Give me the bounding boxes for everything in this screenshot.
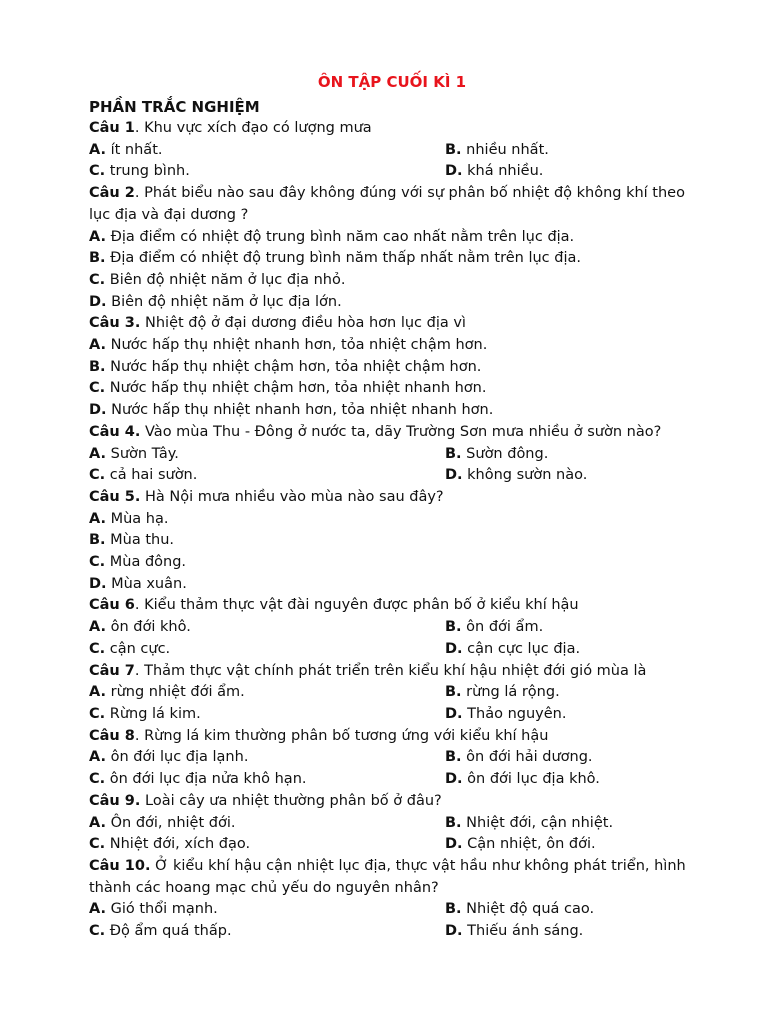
option-row [89, 465, 709, 487]
option-line [89, 357, 709, 379]
option-key: D. [445, 640, 463, 657]
option-text: ôn đới ẩm. [466, 619, 544, 636]
question-text: Thảm thực vật chính phát triển trên kiểu khí hậu nhiệt đới gió mùa là [144, 662, 647, 679]
answer-option[interactable] [445, 834, 596, 856]
option-row [89, 682, 709, 704]
question-number: Câu 8 [89, 727, 135, 744]
section-heading: PHẦN TRẮC NGHIỆM [89, 98, 260, 116]
option-key: A. [89, 141, 106, 158]
answer-option[interactable] [89, 140, 445, 162]
option-text: Nhiệt đới, cận nhiệt. [466, 814, 614, 831]
option-line [89, 248, 709, 270]
option-text: ôn đới lục địa lạnh. [110, 749, 249, 766]
option-key: D. [89, 575, 107, 592]
option-text: trung bình. [109, 163, 190, 180]
option-text: Gió thổi mạnh. [110, 901, 218, 918]
answer-option[interactable] [445, 921, 583, 943]
question-list [89, 118, 709, 943]
option-key: A. [89, 510, 106, 527]
option-line [89, 530, 709, 552]
answer-option[interactable] [445, 140, 549, 162]
question-stem: Câu 2. Phát biểu nào sau đây không đúng với sự phân bố nhiệt độ không khí theo lục địa và đại dương ? [89, 185, 685, 223]
question-number: Câu 7 [89, 662, 135, 679]
option-text: Độ ẩm quá thấp. [109, 923, 232, 940]
option-key: A. [89, 445, 106, 462]
question-text: Kiểu thảm thực vật đài nguyên được phân bố ở kiểu khí hậu [144, 597, 579, 614]
option-text: Nước hấp thụ nhiệt nhanh hơn, tỏa nhiệt nhanh hơn. [111, 402, 494, 419]
question-stem: Câu 7. Thảm thực vật chính phát triển trên kiểu khí hậu nhiệt đới gió mùa là [89, 662, 647, 679]
option-key: D. [89, 402, 107, 419]
question-number: Câu 3. [89, 315, 141, 332]
answer-option[interactable] [89, 554, 186, 570]
answer-option[interactable] [445, 444, 548, 466]
answer-option[interactable] [89, 402, 493, 418]
option-key: A. [89, 337, 106, 354]
option-text: ôn đới hải dương. [466, 749, 593, 766]
answer-option[interactable] [445, 747, 593, 769]
question-stem [89, 313, 709, 335]
option-key: D. [445, 705, 463, 722]
answer-option[interactable] [89, 704, 445, 726]
question-1 [89, 118, 709, 183]
question-text: Nhiệt độ ở đại dương điều hòa hơn lục địa vì [145, 315, 466, 332]
option-text: Nhiệt độ quá cao. [466, 901, 595, 918]
option-key: B. [445, 684, 462, 701]
option-row [89, 899, 709, 921]
option-row [89, 813, 709, 835]
option-text: ôn đới lục địa nửa khô hạn. [109, 771, 307, 788]
option-text: khá nhiều. [467, 163, 544, 180]
question-text: Phát biểu nào sau đây không đúng với sự phân bố nhiệt độ không khí theo lục địa và đại dương ? [89, 185, 685, 223]
option-key: B. [445, 619, 462, 636]
option-text: Thảo nguyên. [467, 705, 567, 722]
option-line [89, 227, 709, 249]
answer-option[interactable] [89, 639, 445, 661]
option-key: B. [89, 250, 106, 267]
option-text: Ôn đới, nhiệt đới. [110, 814, 236, 831]
question-text: Vào mùa Thu - Đông ở nước ta, dãy Trường Sơn mưa nhiều ở sườn nào? [145, 423, 662, 440]
option-row [89, 617, 709, 639]
option-line [89, 574, 709, 596]
answer-option[interactable] [89, 161, 445, 183]
answer-option[interactable] [445, 769, 600, 791]
option-text: Địa điểm có nhiệt độ trung bình năm cao nhất nằm trên lục địa. [110, 228, 575, 245]
option-text: cả hai sườn. [109, 467, 198, 484]
question-10 [89, 856, 709, 943]
option-key: D. [445, 163, 463, 180]
question-stem [89, 856, 709, 899]
option-key: C. [89, 163, 106, 180]
answer-option[interactable] [89, 250, 581, 266]
option-text: Biên độ nhiệt năm ở lục địa nhỏ. [109, 271, 346, 288]
question-3 [89, 313, 709, 422]
option-key: B. [89, 358, 106, 375]
question-stem [89, 487, 709, 509]
option-key: D. [89, 293, 107, 310]
option-key: C. [89, 271, 106, 288]
option-key: C. [89, 554, 106, 571]
question-number: Câu 1 [89, 120, 135, 136]
option-key: A. [89, 619, 106, 636]
option-key: A. [89, 684, 106, 701]
question-8 [89, 726, 709, 791]
answer-option[interactable] [89, 272, 345, 288]
option-key: D. [445, 467, 463, 484]
option-row [89, 444, 709, 466]
question-6 [89, 595, 709, 660]
option-row [89, 834, 709, 856]
answer-option[interactable] [89, 359, 481, 375]
option-key: A. [89, 814, 106, 831]
question-number: Câu 2 [89, 185, 135, 202]
question-number: Câu 9. [89, 792, 141, 809]
option-line [89, 400, 709, 422]
option-text: Biên độ nhiệt năm ở lục địa lớn. [111, 293, 342, 310]
answer-option[interactable] [89, 444, 445, 466]
option-row [89, 704, 709, 726]
question-text: Loài cây ưa nhiệt thường phân bố ở đâu? [145, 792, 442, 809]
option-key: A. [89, 749, 106, 766]
option-row [89, 639, 709, 661]
answer-option[interactable] [89, 380, 486, 396]
option-row [89, 161, 709, 183]
answer-option[interactable] [445, 704, 566, 726]
option-line [89, 292, 709, 314]
option-key: B. [445, 749, 462, 766]
option-key: D. [445, 923, 463, 940]
question-number: Câu 5. [89, 488, 141, 505]
answer-option[interactable] [89, 682, 445, 704]
question-text: Khu vực xích đạo có lượng mưa [144, 120, 372, 136]
answer-option[interactable] [89, 813, 445, 835]
option-key: C. [89, 923, 106, 940]
option-row [89, 921, 709, 943]
answer-option[interactable] [89, 747, 445, 769]
answer-option[interactable] [89, 229, 574, 245]
option-text: ôn đới lục địa khô. [467, 771, 600, 788]
option-line [89, 509, 709, 531]
question-stem: Câu 8. Rừng lá kim thường phân bố tương ứng với kiểu khí hậu [89, 727, 549, 744]
option-text: Mùa xuân. [111, 575, 187, 592]
option-key: A. [89, 228, 106, 245]
option-key: B. [445, 814, 462, 831]
answer-option[interactable] [89, 921, 445, 943]
option-text: rừng lá rộng. [466, 684, 560, 701]
option-text: ôn đới khô. [110, 619, 191, 636]
question-number: Câu 4. [89, 423, 141, 440]
option-key: B. [445, 141, 462, 158]
answer-option[interactable] [89, 617, 445, 639]
option-text: Nhiệt đới, xích đạo. [109, 836, 251, 853]
option-row [89, 140, 709, 162]
option-key: B. [445, 445, 462, 462]
option-text: Mùa đông. [109, 554, 187, 571]
question-stem: Câu 6. Kiểu thảm thực vật đài nguyên được phân bố ở kiểu khí hậu [89, 597, 579, 614]
option-text: không sườn nào. [467, 467, 588, 484]
option-text: Thiếu ánh sáng. [467, 923, 584, 940]
question-stem [89, 791, 709, 813]
option-text: Sườn Tây. [110, 445, 179, 462]
option-text: Rừng lá kim. [109, 705, 201, 722]
option-key: C. [89, 380, 106, 397]
question-4 [89, 422, 709, 487]
option-line [89, 335, 709, 357]
answer-option[interactable] [89, 576, 187, 592]
question-7 [89, 661, 709, 726]
option-key: A. [89, 901, 106, 918]
question-number: Câu 6 [89, 597, 135, 614]
option-text: cận cực. [109, 640, 171, 657]
answer-option[interactable] [445, 617, 543, 639]
option-text: Nước hấp thụ nhiệt chậm hơn, tỏa nhiệt chậm hơn. [110, 358, 482, 375]
document-title: ÔN TẬP CUỐI KÌ 1 [317, 73, 467, 91]
option-text: ít nhất. [110, 141, 163, 158]
option-text: rừng nhiệt đới ẩm. [110, 684, 245, 701]
answer-option[interactable] [445, 813, 613, 835]
option-text: Mùa hạ. [110, 510, 169, 527]
option-text: Địa điểm có nhiệt độ trung bình năm thấp nhất nằm trên lục địa. [110, 250, 581, 267]
answer-option[interactable] [89, 532, 174, 548]
option-key: C. [89, 836, 106, 853]
answer-option[interactable] [89, 465, 445, 487]
option-key: C. [89, 705, 106, 722]
option-key: C. [89, 771, 106, 788]
option-text: Nước hấp thụ nhiệt chậm hơn, tỏa nhiệt nhanh hơn. [109, 380, 487, 397]
question-text: Rừng lá kim thường phân bố tương ứng với kiểu khí hậu [144, 727, 549, 744]
answer-option[interactable] [89, 511, 169, 527]
answer-option[interactable] [445, 639, 580, 661]
option-text: cận cực lục địa. [467, 640, 581, 657]
answer-option[interactable] [89, 834, 445, 856]
answer-option[interactable] [89, 294, 342, 310]
answer-option[interactable] [445, 682, 560, 704]
question-stem: Câu 1. Khu vực xích đạo có lượng mưa [89, 120, 372, 136]
option-row [89, 769, 709, 791]
option-text: Mùa thu. [110, 532, 175, 549]
option-line [89, 378, 709, 400]
option-text: Cận nhiệt, ôn đới. [467, 836, 596, 853]
option-key: C. [89, 467, 106, 484]
question-2 [89, 183, 709, 313]
answer-option[interactable] [445, 161, 543, 183]
question-stem [89, 422, 709, 444]
option-key: D. [445, 836, 463, 853]
option-line [89, 270, 709, 292]
answer-option[interactable] [89, 769, 445, 791]
option-row [89, 747, 709, 769]
question-9 [89, 791, 709, 856]
answer-option[interactable] [445, 899, 594, 921]
question-number: Câu 10. [89, 857, 151, 874]
answer-option[interactable] [89, 899, 445, 921]
option-key: B. [89, 532, 106, 549]
option-text: nhiều nhất. [466, 141, 549, 158]
option-text: Sườn đông. [466, 445, 549, 462]
question-text: Ở kiểu khí hậu cận nhiệt lục địa, thực vật hầu như không phát triển, hình thành các hoang mạc chủ yếu do nguyên nhân? [89, 857, 686, 896]
option-text: Nước hấp thụ nhiệt nhanh hơn, tỏa nhiệt chậm hơn. [110, 337, 488, 354]
answer-option[interactable] [445, 465, 587, 487]
answer-option[interactable] [89, 337, 487, 353]
option-key: D. [445, 771, 463, 788]
document-page [89, 68, 709, 943]
question-5 [89, 487, 709, 596]
question-text: Hà Nội mưa nhiều vào mùa nào sau đây? [145, 488, 444, 505]
option-line [89, 552, 709, 574]
option-key: C. [89, 640, 106, 657]
option-key: B. [445, 901, 462, 918]
